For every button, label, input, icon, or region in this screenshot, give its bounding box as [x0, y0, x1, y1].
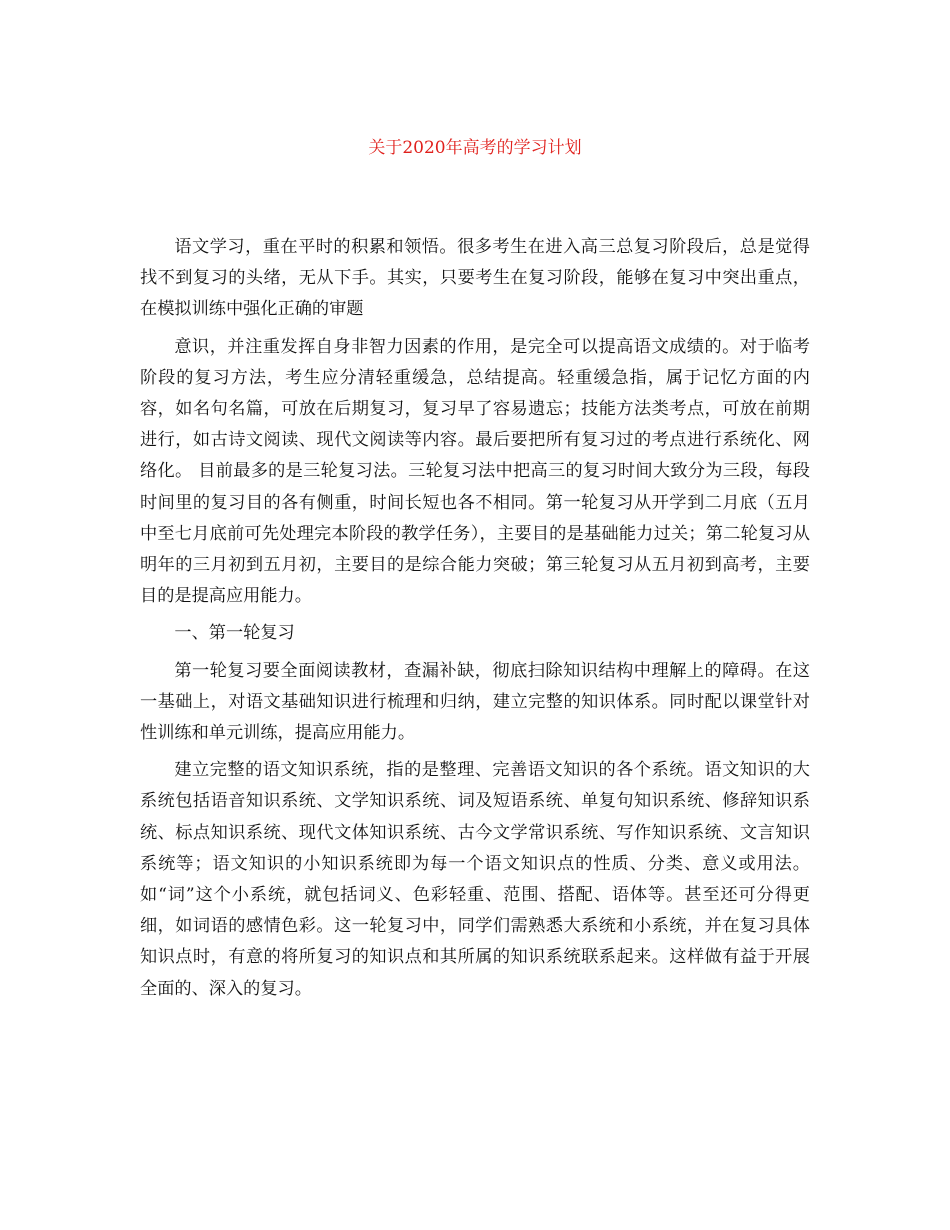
paragraph-knowledge-system: 建立完整的语文知识系统，指的是整理、完善语文知识的各个系统。语文知识的大系统包括语音知识系统、文学知识系统、词及短语系统、单复句知识系统、修辞知识系统、标点知识系统、现代文体知识系统、古今文学常识系统、写作知识系统、文言知识系统等；语文知识的小知识系统即为每一个语文知识点的性质、分类、意义或用法。如“词”这个小系统，就包括词义、色彩轻重、范围、搭配、语体等。甚至还可分得更细，如词语的感情色彩。这一轮复习中，同学们需熟悉大系统和小系统，并在复习具体知识点时，有意的将所复习的知识点和其所属的知识系统联系起来。这样做有益于开展全面的、深入的复习。 — [140, 760, 810, 999]
paragraph-first-round: 第一轮复习要全面阅读教材，查漏补缺，彻底扫除知识结构中理解上的障碍。在这一基础上，对语文基础知识进行梳理和归纳，建立完整的知识体系。同时配以课堂针对性训练和单元训练，提高应用能力。 — [140, 660, 810, 744]
section-heading-first-round: 一、第一轮复习 — [174, 623, 295, 644]
paragraph-review-methods: 意识，并注重发挥自身非智力因素的作用，是完全可以提高语文成绩的。对于临考阶段的复习方法，考生应分清轻重缓急，总结提高。轻重缓急指，属于记忆方面的内容，如名句名篇，可放在后期复习，复习早了容易遗忘；技能方法类考点，可放在前期进行，如古诗文阅读、现代文阅读等内容。最后要把所有复习过的考点进行系统化、网络化。 目前最多的是三轮复习法。三轮复习法中把高三的复习时间大致分为三段，每段时间里的复习目的各有侧重，时间长短也各不相同。第一轮复习从开学到二月底（五月中至七月底前可先处理完本阶段的教学任务），主要目的是基础能力过关；第二轮复习从明年的三月初到五月初，主要目的是综合能力突破；第三轮复习从五月初到高考，主要目的是提高应用能力。 — [140, 336, 810, 607]
paragraph-intro: 语文学习，重在平时的积累和领悟。很多考生在进入高三总复习阶段后，总是觉得找不到复习的头绪，无从下手。其实，只要考生在复习阶段，能够在复习中突出重点，在模拟训练中强化正确的审题 — [140, 237, 810, 320]
document-title: 关于2020年高考的学习计划 — [368, 138, 582, 158]
document-body — [140, 232, 810, 1005]
